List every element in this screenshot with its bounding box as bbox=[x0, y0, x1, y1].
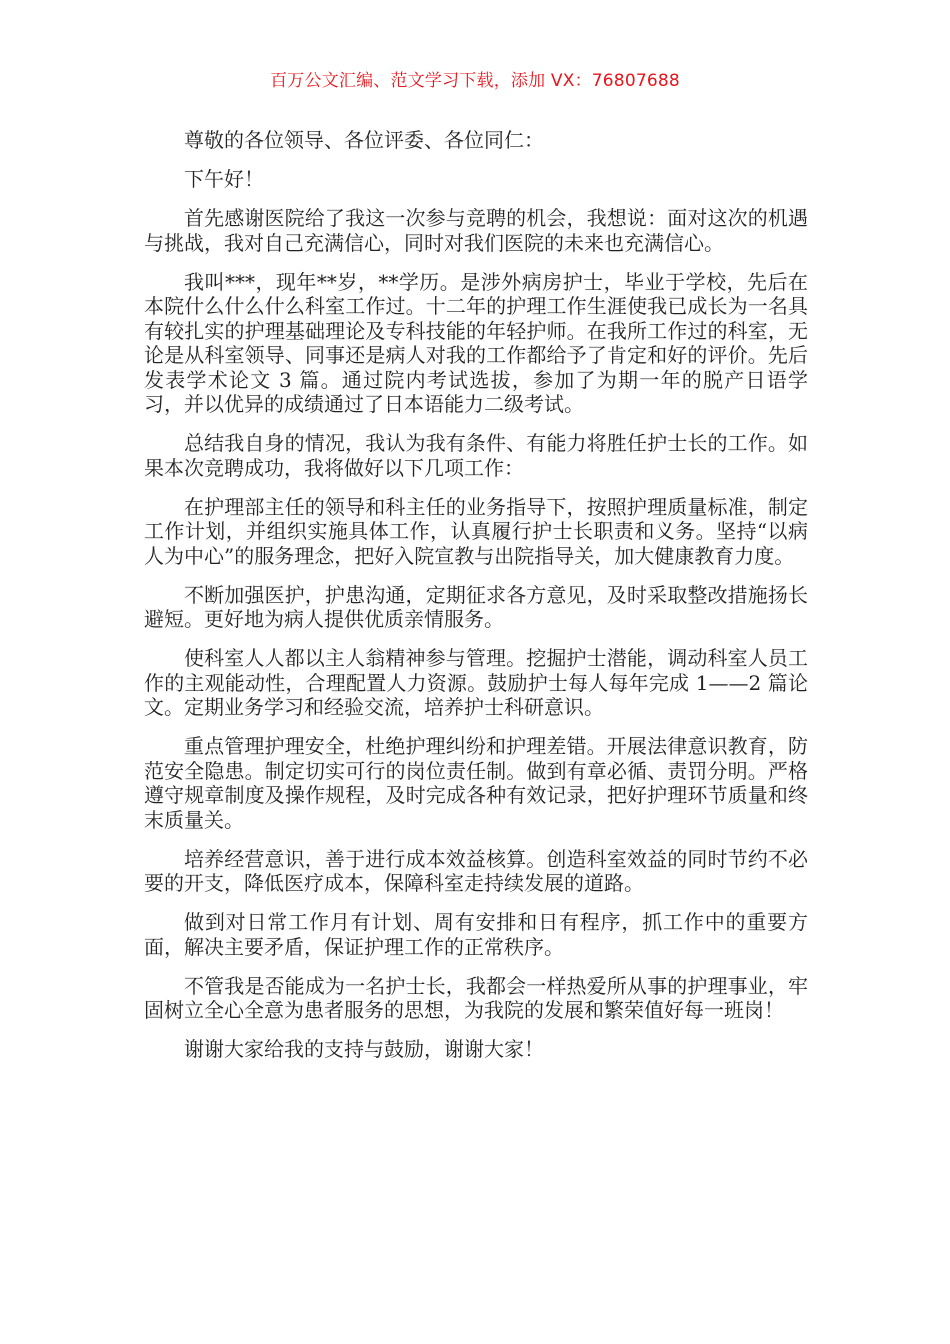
paragraph: 不断加强医护，护患沟通，定期征求各方意见，及时采取整改措施扬长避短。更好地为病人提供优质亲情服务。 bbox=[144, 582, 808, 631]
paragraph: 使科室人人都以主人翁精神参与管理。挖掘护士潜能，调动科室人员工作的主观能动性，合理配置人力资源。鼓励护士每人每年完成 1——2 篇论文。定期业务学习和经验交流，培养护士科研意识。 bbox=[144, 646, 808, 719]
closing: 谢谢大家给我的支持与鼓励，谢谢大家！ bbox=[184, 1037, 544, 1061]
paragraph: 总结我自身的情况，我认为我有条件、有能力将胜任护士长的工作。如果本次竞聘成功，我将做好以下几项工作： bbox=[144, 431, 808, 480]
paragraph: 在护理部主任的领导和科主任的业务指导下，按照护理质量标准，制定工作计划，并组织实施具体工作，认真履行护士长职责和义务。坚持“以病人为中心”的服务理念，把好入院宣教与出院指导关，加大健康教育力度。 bbox=[144, 494, 808, 568]
paragraph: 重点管理护理安全，杜绝护理纠纷和护理差错。开展法律意识教育，防范安全隐患。制定切实可行的岗位责任制。做到有章必循、责罚分明。严格遵守规章制度及操作规程，及时完成各种有效记录，把好护理环节质量和终末质量关。 bbox=[144, 734, 808, 832]
paragraph: 不管我是否能成为一名护士长，我都会一样热爱所从事的护理事业，牢固树立全心全意为患者服务的思想，为我院的发展和繁荣值好每一班岗！ bbox=[144, 973, 808, 1022]
paragraph: 首先感谢医院给了我这一次参与竞聘的机会，我想说：面对这次的机遇与挑战，我对自己充满信心，同时对我们医院的未来也充满信心。 bbox=[144, 206, 808, 255]
document-body bbox=[144, 128, 808, 1076]
paragraph: 做到对日常工作月有计划、周有安排和日有程序，抓工作中的重要方面，解决主要矛盾，保证护理工作的正常秩序。 bbox=[144, 910, 808, 959]
greeting: 下午好！ bbox=[184, 167, 264, 191]
salutation: 尊敬的各位领导、各位评委、各位同仁： bbox=[184, 128, 544, 152]
paragraph: 我叫***，现年**岁，**学历。是涉外病房护士，毕业于学校，先后在本院什么什么什么科室工作过。十二年的护理工作生涯使我已成长为一名具有较扎实的护理基础理论及专科技能的年轻护师。在我所工作过的科室，无论是从科室领导、同事还是病人对我的工作都给予了肯定和好的评价。先后发表学术论文 3 篇。通过院内考试选拔，参加了为期一年的脱产日语学习，并以优异的成绩通过了日本语能力二级考试。 bbox=[144, 269, 808, 416]
paragraph: 培养经营意识，善于进行成本效益核算。创造科室效益的同时节约不必要的开支，降低医疗成本，保障科室走持续发展的道路。 bbox=[144, 846, 808, 895]
header-banner: 百万公文汇编、范文学习下载，添加 VX：76807688 bbox=[270, 71, 680, 91]
